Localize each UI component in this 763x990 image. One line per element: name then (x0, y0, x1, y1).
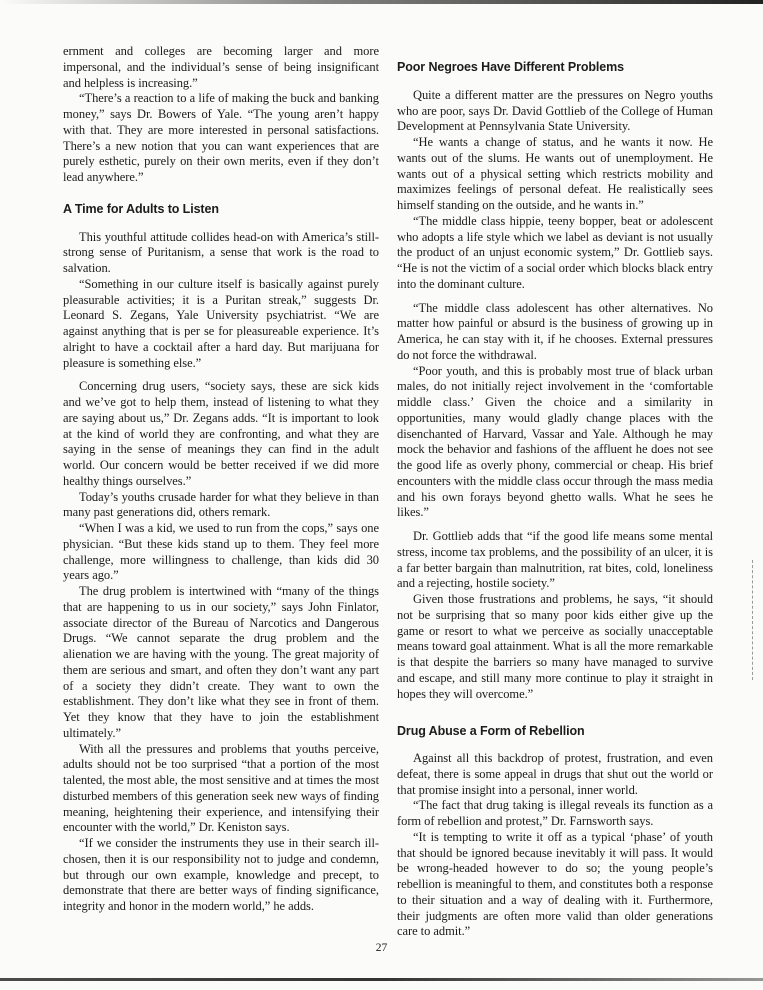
top-edge-rule (0, 0, 763, 4)
paragraph: This youthful attitude collides head-on with America’s still-strong sense of Puritanism, a sense that work is the road to salvation. (63, 229, 379, 275)
paragraph: “The fact that drug taking is illegal reveals its function as a form of rebellion and protest,” Dr. Farnsworth says. (397, 798, 713, 828)
paragraph: Concerning drug users, “society says, these are sick kids and we’ve got to help them, instead of listening to what they are saying about us,” Dr. Zegans adds. “It is important to look at the kind of world they are confronting, and what they are saying in the sense of meanings they can find in the adult world. Our concern would be better received if we did more healthy things ourselves.” (63, 379, 379, 488)
section-heading: A Time for Adults to Listen (63, 201, 219, 216)
section-heading: Drug Abuse a Form of Rebellion (397, 724, 585, 739)
paragraph: “Something in our culture itself is basically against purely pleasurable activities; it is a Puritan streak,” suggests Dr. Leonard S. Zegans, Yale University psychiatrist. “We are against anything that is per se for pleasureable experience. It’s alright to have a cocktail after a hard day. But marijuana for pleasure is something else.” (63, 276, 379, 370)
paragraph: “There’s a reaction to a life of making the buck and banking money,” says Dr. Bowers of Yale. “The young aren’t happy with that. They are more interested in personal satisfactions. There’s a new notion that you can want experiences that are purely esthetic, purely on their own merits, even if they don’t lead anywhere.” (63, 91, 379, 184)
paragraph: With all the pressures and problems that youths perceive, adults should not be too surprised “that a portion of the most talented, the most able, the most sensitive and at times the most disturbed members of this generation seek new ways of finding meaning, heightening their experience, and intensifying their encounter with the world,” Dr. Keniston says. (63, 741, 379, 835)
paragraph: Against all this backdrop of protest, frustration, and even defeat, there is some appeal in drugs that shut out the world or that promise insight into a personal, inner world. (397, 751, 713, 797)
bottom-edge-rule (0, 978, 763, 981)
paragraph: “Poor youth, and this is probably most true of black urban males, do not initially reject involvement in the ‘comfortable middle class.’ Given the choice and a similarity in opportunities, many would gladly change places with the disenchanted of Harvard, Vassar and Yale. Although he may mock the behavior and fashions of the affluent he does not see the good life as overly phony, commercial or cheap. His brief encounters with the middle class occur through the mass media and his own forays beyond ghetto walls. What he sees he likes.” (397, 363, 713, 520)
binding-edge-mark (751, 560, 753, 680)
paragraph: ernment and colleges are becoming larger and more impersonal, and the individual’s sense of being insignificant and helpless is increasing.” (63, 44, 379, 90)
paragraph: Given those frustrations and problems, he says, “it should not be surprising that so many poor kids either give up the game or resort to what we perceive as socially unacceptable means toward goal attainment. What is all the more remarkable is that despite the barriers so many have managed to survive and escape, and still many more continue to play it straight in hopes they will overcome.” (397, 592, 713, 701)
paragraph: Dr. Gottlieb adds that “if the good life means some mental stress, income tax problems, and the possibility of an ulcer, it is a far better bargain than malnutrition, rat bites, cold, loneliness and a rejecting, hostile society.” (397, 529, 713, 591)
right-column (397, 60, 713, 940)
paragraph: “If we consider the instruments they use in their search ill-chosen, then it is our responsibility not to judge and condemn, but through our own example, knowledge and precept, to demonstrate that there are better ways of finding significance, integrity and honor in the modern world,” he adds. (63, 836, 379, 913)
paragraph: Today’s youths crusade harder for what they believe in than many past generations did, others remark. (63, 489, 379, 520)
paragraph: Quite a different matter are the pressures on Negro youths who are poor, says Dr. David Gottlieb of the College of Human Development at Pennsylvania State University. (397, 87, 713, 134)
paragraph: “It is tempting to write it off as a typical ‘phase’ of youth that should be ignored because inevitably it will pass. It would be wrong-headed however to do so; the young people’s rebellion is meaningful to them, and constitutes both a response to their situation and a way of dealing with it. Furthermore, their judgments are often more valid than older generations care to admit.” (397, 829, 713, 939)
section-heading: Poor Negroes Have Different Problems (397, 60, 625, 74)
paragraph: The drug problem is intertwined with “many of the things that are happening to us in our society,” says John Finlator, associate director of the Bureau of Narcotics and Dangerous Drugs. “We cannot separate the drug problem and the alienation we are having with the young. The great majority of them are serious and smart, and often they don’t want any part of a society they didn’t create. They want to own the establishment. They don’t like what they see in front of them. Yet they know that they have to join the establishment ultimately.” (63, 584, 379, 740)
paragraph: “The middle class hippie, teeny bopper, beat or adolescent who adopts a life style which we label as deviant is not usually the product of an unjust economic system,” Dr. Gottlieb says. “He is not the victim of a social order which blocks black entry into the dominant culture. (397, 213, 713, 291)
page-number: 27 (375, 942, 388, 954)
left-column (63, 44, 379, 915)
paragraph: “When I was a kid, we used to run from the cops,” says one physician. “But these kids stand up to them. They feel more challenge, more willingness to challenge, than kids did 30 years ago.” (63, 521, 379, 583)
paragraph: “He wants a change of status, and he wants it now. He wants out of the slums. He wants out of unemployment. He wants out of a physical setting which restricts mobility and maximizes feelings of personal defeat. He realistically sees himself standing on the outside, and he wants in.” (397, 135, 713, 212)
paragraph: “The middle class adolescent has other alternatives. No matter how painful or absurd is the business of growing up in America, he can stay with it, if he chooses. External pressures do not force the withdrawal. (397, 300, 713, 362)
